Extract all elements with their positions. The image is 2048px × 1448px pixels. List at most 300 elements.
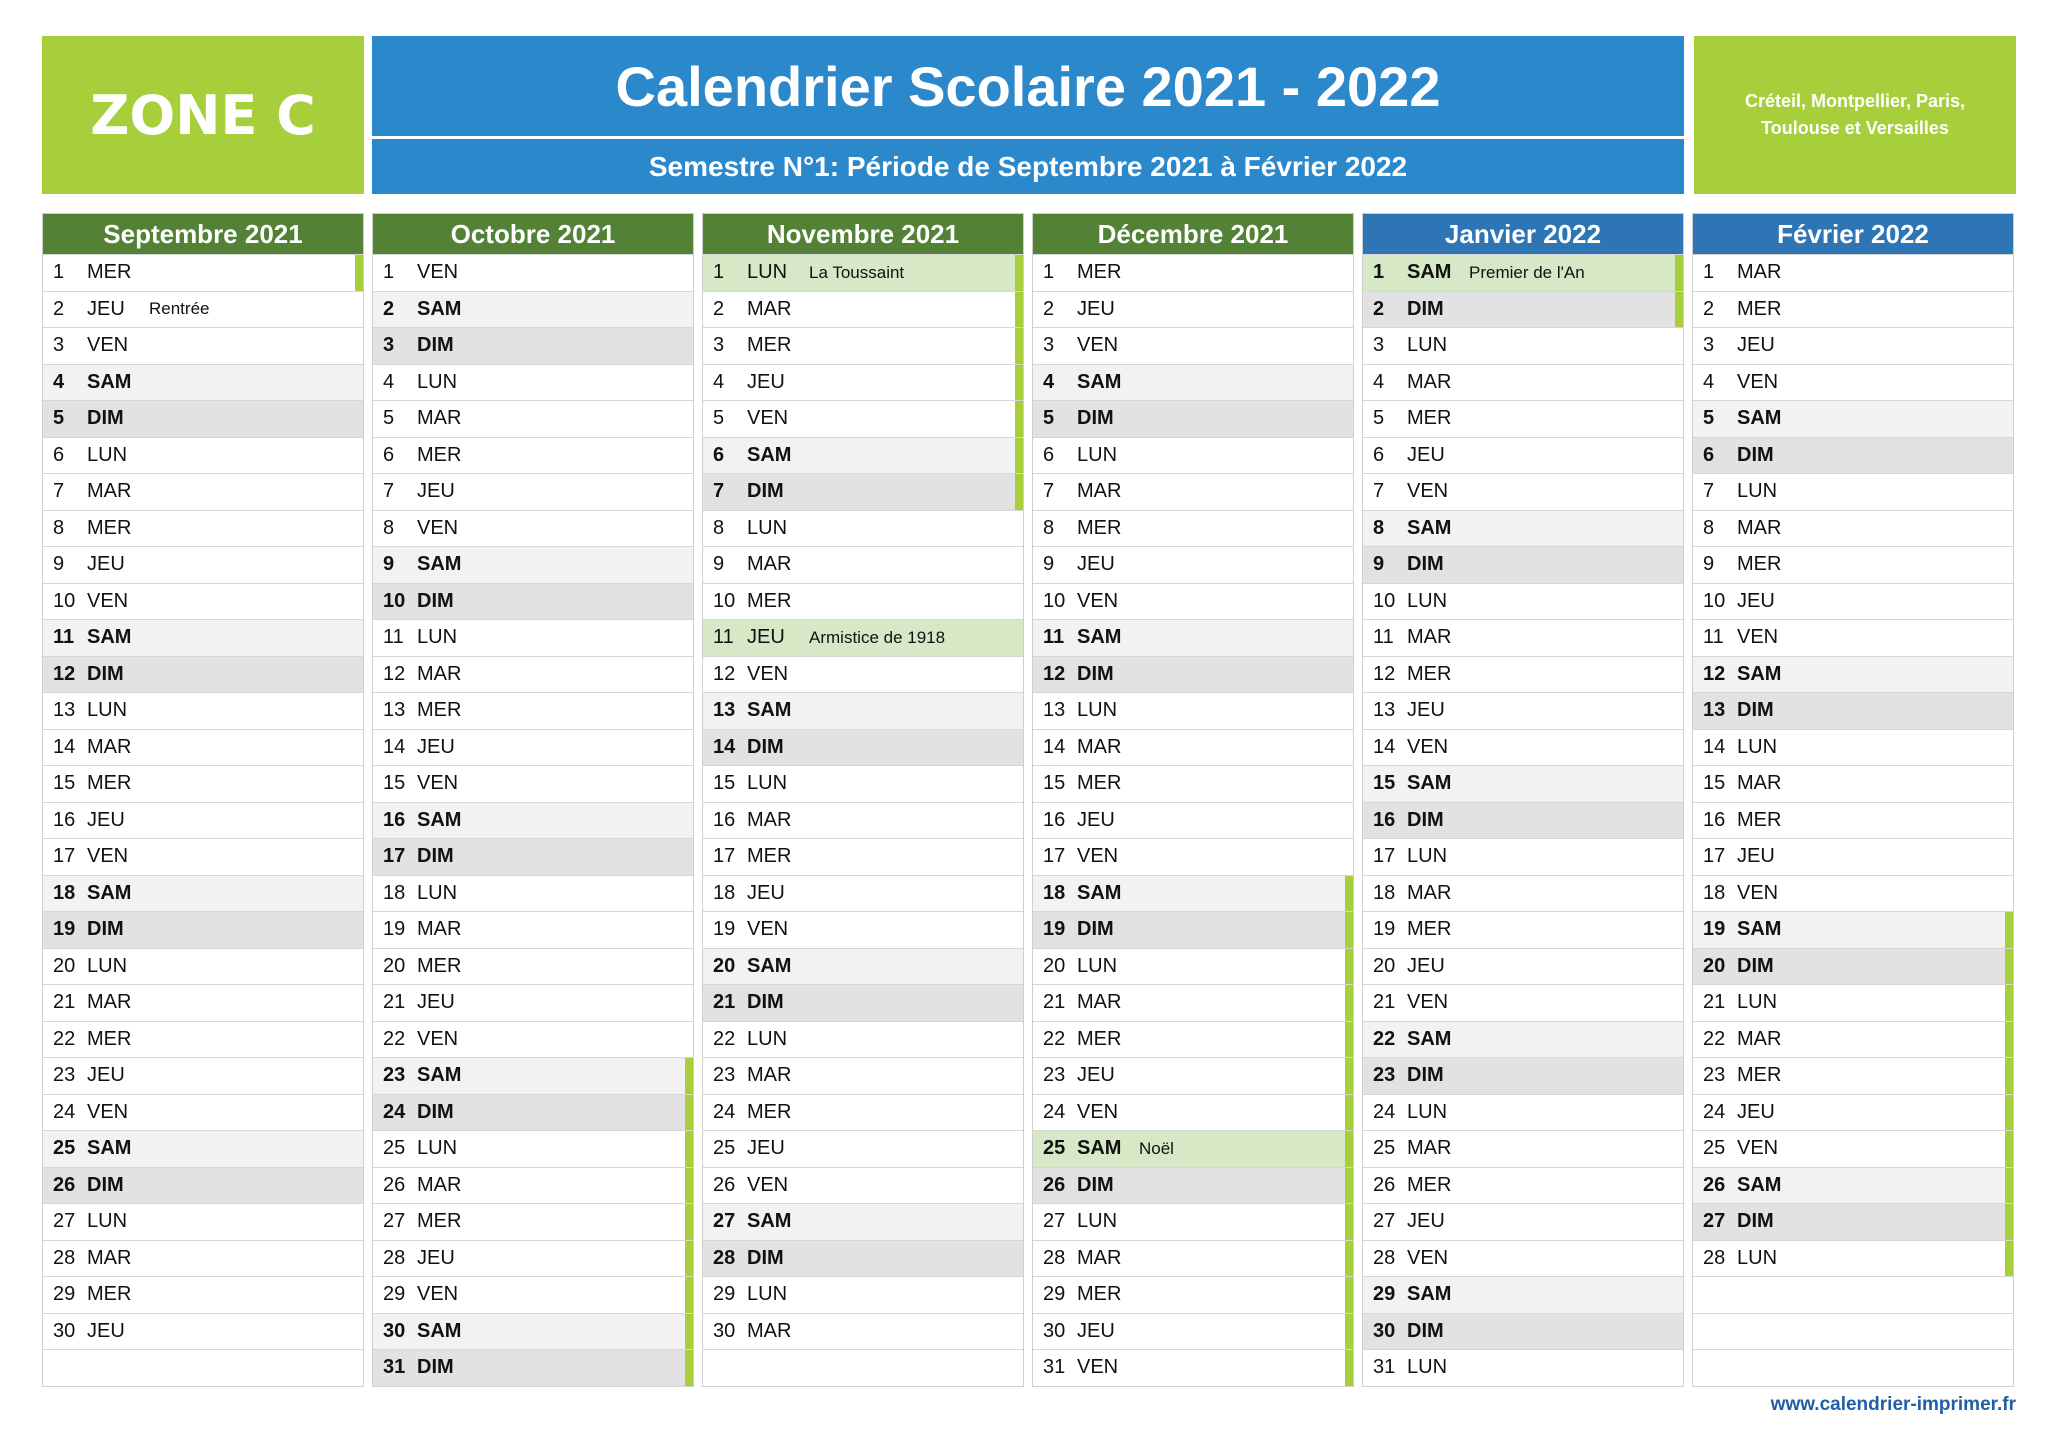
day-of-week: DIM — [417, 845, 454, 868]
day-of-week: VEN — [1077, 334, 1119, 357]
day-row — [43, 911, 363, 948]
day-of-week: VEN — [1077, 845, 1119, 868]
day-of-week: SAM — [87, 626, 132, 649]
day-of-week: LUN — [417, 626, 458, 649]
day-of-week: LUN — [87, 1210, 128, 1233]
day-row — [43, 583, 363, 620]
vacation-marker — [2005, 1204, 2013, 1240]
day-row — [1363, 984, 1683, 1021]
vacation-marker — [685, 1277, 693, 1313]
day-of-week: MAR — [1737, 1027, 1782, 1050]
day-row — [1363, 729, 1683, 766]
day-row — [373, 729, 693, 766]
day-row — [373, 291, 693, 328]
day-number: 14 — [1373, 735, 1396, 758]
day-of-week: SAM — [747, 443, 792, 466]
vacation-marker — [2005, 1241, 2013, 1277]
day-row — [373, 437, 693, 474]
day-number: 2 — [713, 297, 725, 320]
day-row — [703, 400, 1023, 437]
day-of-week: VEN — [417, 1027, 459, 1050]
day-of-week: MER — [1737, 1064, 1782, 1087]
day-number: 9 — [53, 553, 65, 576]
day-number: 14 — [1043, 735, 1066, 758]
day-of-week: MER — [747, 334, 792, 357]
day-number: 10 — [53, 589, 76, 612]
day-number: 22 — [1703, 1027, 1726, 1050]
day-number: 29 — [1373, 1283, 1396, 1306]
day-row — [1363, 1167, 1683, 1204]
day-number: 2 — [53, 297, 65, 320]
day-row — [1033, 656, 1353, 693]
day-row — [1363, 656, 1683, 693]
day-number: 3 — [1703, 334, 1715, 357]
day-row — [1033, 1057, 1353, 1094]
day-row — [1033, 327, 1353, 364]
day-number: 17 — [713, 845, 736, 868]
day-number: 2 — [383, 297, 395, 320]
day-number: 23 — [1373, 1064, 1396, 1087]
day-of-week: VEN — [1077, 1100, 1119, 1123]
day-number: 2 — [1373, 297, 1385, 320]
day-row — [1033, 729, 1353, 766]
day-number: 1 — [53, 261, 65, 284]
day-of-week: JEU — [747, 881, 785, 904]
day-of-week: JEU — [1737, 334, 1775, 357]
day-of-week: JEU — [747, 370, 785, 393]
day-number: 5 — [383, 407, 395, 430]
day-row — [43, 1276, 363, 1313]
day-of-week: JEU — [1077, 1064, 1115, 1087]
day-number: 12 — [1373, 662, 1396, 685]
day-row — [1033, 1313, 1353, 1350]
day-event: Rentrée — [149, 299, 210, 319]
day-of-week: MAR — [1407, 626, 1452, 649]
day-number: 19 — [1703, 918, 1726, 941]
day-of-week: MER — [1407, 662, 1452, 685]
day-number: 20 — [1703, 954, 1726, 977]
day-of-week: SAM — [417, 553, 462, 576]
day-row — [43, 400, 363, 437]
day-of-week: LUN — [87, 443, 128, 466]
day-row — [1693, 546, 2013, 583]
day-row — [1363, 1057, 1683, 1094]
day-number: 25 — [1043, 1137, 1066, 1160]
day-number: 29 — [53, 1283, 76, 1306]
day-number: 4 — [713, 370, 725, 393]
day-of-week: SAM — [87, 881, 132, 904]
day-of-week: MER — [87, 1027, 132, 1050]
vacation-marker — [1015, 401, 1023, 437]
day-of-week: SAM — [747, 1210, 792, 1233]
day-of-week: MER — [1077, 1027, 1122, 1050]
day-of-week: MAR — [87, 480, 132, 503]
day-row — [43, 619, 363, 656]
day-of-week: MAR — [1737, 772, 1782, 795]
day-of-week: SAM — [417, 297, 462, 320]
month-header: Octobre 2021 — [373, 214, 693, 254]
day-row — [43, 984, 363, 1021]
day-row — [1363, 1313, 1683, 1350]
day-of-week: JEU — [417, 480, 455, 503]
day-of-week: JEU — [1077, 1319, 1115, 1342]
page-title: Calendrier Scolaire 2021 - 2022 — [615, 54, 1441, 118]
day-of-week: JEU — [1077, 297, 1115, 320]
day-of-week: MER — [747, 1100, 792, 1123]
day-row — [1033, 254, 1353, 291]
day-number: 13 — [1043, 699, 1066, 722]
vacation-marker — [1345, 1314, 1353, 1350]
day-row — [1033, 875, 1353, 912]
day-number: 12 — [1703, 662, 1726, 685]
month-header: Janvier 2022 — [1363, 214, 1683, 254]
day-row — [43, 364, 363, 401]
day-row — [373, 656, 693, 693]
day-row — [373, 692, 693, 729]
day-number: 15 — [383, 772, 406, 795]
day-row — [43, 1240, 363, 1277]
day-number: 25 — [713, 1137, 736, 1160]
day-number: 13 — [383, 699, 406, 722]
day-of-week: VEN — [747, 918, 789, 941]
day-number: 28 — [1373, 1246, 1396, 1269]
day-row — [1033, 1240, 1353, 1277]
day-of-week: SAM — [1077, 1137, 1122, 1160]
day-of-week: LUN — [1077, 1210, 1118, 1233]
day-of-week: MER — [87, 1283, 132, 1306]
day-number: 4 — [383, 370, 395, 393]
day-event: Premier de l'An — [1469, 262, 1585, 282]
day-row — [43, 1313, 363, 1350]
day-row — [43, 473, 363, 510]
day-of-week: VEN — [417, 1283, 459, 1306]
vacation-marker — [1345, 912, 1353, 948]
day-number: 2 — [1703, 297, 1715, 320]
day-of-week: LUN — [1737, 1246, 1778, 1269]
day-row — [373, 1276, 693, 1313]
day-of-week: VEN — [417, 516, 459, 539]
day-of-week: LUN — [1407, 589, 1448, 612]
day-number: 4 — [1043, 370, 1055, 393]
day-row — [1363, 364, 1683, 401]
day-number: 16 — [713, 808, 736, 831]
day-of-week: MER — [1407, 918, 1452, 941]
vacation-marker — [1015, 474, 1023, 510]
month-header: Décembre 2021 — [1033, 214, 1353, 254]
day-of-week: SAM — [747, 699, 792, 722]
day-of-week: MAR — [87, 991, 132, 1014]
day-of-week: MAR — [417, 918, 462, 941]
day-of-week: DIM — [747, 1246, 784, 1269]
day-of-week: LUN — [1407, 334, 1448, 357]
day-of-week: LUN — [417, 370, 458, 393]
vacation-marker — [1675, 292, 1683, 328]
day-of-week: MAR — [1737, 516, 1782, 539]
day-number: 19 — [383, 918, 406, 941]
day-number: 7 — [1703, 480, 1715, 503]
day-number: 11 — [1703, 626, 1724, 649]
day-of-week: VEN — [87, 845, 129, 868]
day-row — [703, 437, 1023, 474]
day-of-week: MAR — [87, 1246, 132, 1269]
day-of-week: MER — [417, 954, 462, 977]
day-of-week: MER — [87, 772, 132, 795]
day-row — [1363, 437, 1683, 474]
day-of-week: LUN — [747, 516, 788, 539]
day-of-week: DIM — [87, 407, 124, 430]
day-of-week: MER — [1407, 407, 1452, 430]
day-row — [1363, 546, 1683, 583]
day-number: 5 — [713, 407, 725, 430]
day-row — [373, 510, 693, 547]
day-of-week: MAR — [747, 1064, 792, 1087]
month-header: Février 2022 — [1693, 214, 2013, 254]
day-number: 17 — [53, 845, 76, 868]
vacation-marker — [2005, 1095, 2013, 1131]
day-of-week: MER — [1407, 1173, 1452, 1196]
day-row — [1693, 875, 2013, 912]
cities-line-1: Créteil, Montpellier, Paris, — [1744, 91, 1966, 111]
day-number: 15 — [1373, 772, 1396, 795]
day-row — [703, 1276, 1023, 1313]
day-row — [373, 1313, 693, 1350]
vacation-marker — [1345, 1241, 1353, 1277]
day-of-week: DIM — [87, 918, 124, 941]
day-number: 10 — [383, 589, 406, 612]
day-number: 27 — [1703, 1210, 1726, 1233]
day-number: 13 — [1703, 699, 1726, 722]
day-of-week: JEU — [87, 1319, 125, 1342]
day-number: 9 — [1373, 553, 1385, 576]
day-number: 24 — [713, 1100, 736, 1123]
vacation-marker — [1345, 1350, 1353, 1386]
day-row — [373, 911, 693, 948]
day-row — [703, 1203, 1023, 1240]
day-row — [703, 254, 1023, 291]
day-number: 26 — [383, 1173, 406, 1196]
day-of-week: MER — [1077, 1283, 1122, 1306]
day-of-week: JEU — [417, 735, 455, 758]
day-of-week: LUN — [747, 261, 788, 284]
day-of-week: SAM — [417, 808, 462, 831]
day-row — [1693, 838, 2013, 875]
day-row — [1363, 619, 1683, 656]
day-of-week: MAR — [747, 1319, 792, 1342]
day-of-week: DIM — [1737, 443, 1774, 466]
day-of-week: LUN — [417, 1137, 458, 1160]
day-row — [43, 692, 363, 729]
day-row — [1693, 254, 2013, 291]
day-of-week: VEN — [1407, 1246, 1449, 1269]
day-row — [1033, 1276, 1353, 1313]
day-of-week: MER — [87, 516, 132, 539]
day-of-week: VEN — [1077, 1356, 1119, 1379]
day-number: 18 — [383, 881, 406, 904]
day-number: 11 — [383, 626, 404, 649]
day-of-week: SAM — [1737, 918, 1782, 941]
day-number: 1 — [1703, 261, 1715, 284]
day-row — [1033, 1021, 1353, 1058]
day-of-week: JEU — [1407, 954, 1445, 977]
day-number: 8 — [383, 516, 395, 539]
day-number: 14 — [1703, 735, 1726, 758]
day-row — [703, 765, 1023, 802]
day-number: 31 — [1043, 1356, 1066, 1379]
day-row — [1693, 473, 2013, 510]
day-row — [373, 327, 693, 364]
day-number: 9 — [1703, 553, 1715, 576]
day-number: 23 — [713, 1064, 736, 1087]
vacation-marker — [1345, 1168, 1353, 1204]
day-of-week: DIM — [747, 991, 784, 1014]
day-number: 22 — [53, 1027, 76, 1050]
empty-day-row — [1693, 1349, 2013, 1386]
day-number: 9 — [1043, 553, 1055, 576]
day-of-week: MAR — [747, 553, 792, 576]
day-row — [703, 1313, 1023, 1350]
day-row — [1693, 291, 2013, 328]
day-row — [43, 838, 363, 875]
day-of-week: LUN — [1077, 699, 1118, 722]
day-row — [1363, 510, 1683, 547]
day-of-week: VEN — [747, 1173, 789, 1196]
day-of-week: SAM — [1077, 881, 1122, 904]
day-of-week: MAR — [417, 662, 462, 685]
day-row — [1693, 692, 2013, 729]
day-of-week: JEU — [1407, 699, 1445, 722]
day-number: 25 — [53, 1137, 76, 1160]
day-number: 19 — [713, 918, 736, 941]
day-of-week: DIM — [1077, 662, 1114, 685]
day-row — [1033, 802, 1353, 839]
day-number: 24 — [1373, 1100, 1396, 1123]
day-row — [1363, 911, 1683, 948]
day-row — [373, 802, 693, 839]
day-number: 12 — [713, 662, 736, 685]
empty-day-row — [1693, 1276, 2013, 1313]
day-of-week: MER — [1077, 261, 1122, 284]
day-row — [43, 875, 363, 912]
day-row — [373, 400, 693, 437]
day-of-week: LUN — [1077, 954, 1118, 977]
day-number: 8 — [53, 516, 65, 539]
day-number: 6 — [53, 443, 65, 466]
day-row — [43, 1167, 363, 1204]
day-of-week: DIM — [1407, 553, 1444, 576]
day-number: 19 — [1373, 918, 1396, 941]
day-number: 26 — [1703, 1173, 1726, 1196]
day-row — [703, 911, 1023, 948]
day-number: 20 — [53, 954, 76, 977]
empty-day-row — [1693, 1313, 2013, 1350]
vacation-marker — [1675, 255, 1683, 291]
day-row — [1693, 400, 2013, 437]
day-row — [373, 1057, 693, 1094]
vacation-marker — [1015, 292, 1023, 328]
month-column — [372, 213, 694, 1387]
day-row — [703, 583, 1023, 620]
day-number: 21 — [383, 991, 406, 1014]
day-number: 2 — [1043, 297, 1055, 320]
day-number: 26 — [1043, 1173, 1066, 1196]
day-of-week: MAR — [747, 808, 792, 831]
day-row — [1693, 1057, 2013, 1094]
day-of-week: VEN — [747, 407, 789, 430]
day-number: 16 — [1373, 808, 1396, 831]
day-row — [1693, 1021, 2013, 1058]
day-of-week: JEU — [1077, 808, 1115, 831]
day-number: 27 — [713, 1210, 736, 1233]
day-row — [1363, 400, 1683, 437]
day-row — [703, 1240, 1023, 1277]
day-row — [703, 473, 1023, 510]
day-of-week: MAR — [1407, 881, 1452, 904]
vacation-marker — [1345, 876, 1353, 912]
day-row — [1363, 1130, 1683, 1167]
day-row — [43, 546, 363, 583]
day-number: 14 — [713, 735, 736, 758]
day-of-week: DIM — [87, 1173, 124, 1196]
day-of-week: MER — [417, 443, 462, 466]
day-row — [703, 1021, 1023, 1058]
day-number: 6 — [383, 443, 395, 466]
day-row — [43, 1203, 363, 1240]
day-row — [43, 656, 363, 693]
day-row — [1033, 510, 1353, 547]
day-of-week: MER — [87, 261, 132, 284]
day-row — [1693, 729, 2013, 766]
day-row — [1033, 400, 1353, 437]
day-of-week: VEN — [747, 662, 789, 685]
day-number: 7 — [1373, 480, 1385, 503]
day-number: 12 — [1043, 662, 1066, 685]
day-of-week: DIM — [417, 1356, 454, 1379]
day-of-week: DIM — [1077, 1173, 1114, 1196]
day-number: 8 — [1703, 516, 1715, 539]
day-number: 18 — [1373, 881, 1396, 904]
page-subtitle: Semestre N°1: Période de Septembre 2021 à Février 2022 — [648, 150, 1408, 182]
day-number: 3 — [1043, 334, 1055, 357]
day-number: 30 — [383, 1319, 406, 1342]
day-of-week: LUN — [747, 1283, 788, 1306]
day-number: 22 — [383, 1027, 406, 1050]
day-row — [1693, 327, 2013, 364]
day-of-week: JEU — [417, 1246, 455, 1269]
day-row — [1693, 364, 2013, 401]
day-number: 21 — [1703, 991, 1726, 1014]
vacation-marker — [685, 1168, 693, 1204]
day-number: 23 — [1043, 1064, 1066, 1087]
day-number: 28 — [1043, 1246, 1066, 1269]
day-of-week: MAR — [1737, 261, 1782, 284]
day-of-week: VEN — [1737, 626, 1779, 649]
day-number: 28 — [1703, 1246, 1726, 1269]
day-of-week: DIM — [417, 1100, 454, 1123]
day-number: 1 — [383, 261, 395, 284]
day-number: 16 — [383, 808, 406, 831]
vacation-marker — [1345, 1204, 1353, 1240]
day-number: 25 — [383, 1137, 406, 1160]
day-row — [373, 1094, 693, 1131]
day-row — [1363, 291, 1683, 328]
day-row — [1693, 948, 2013, 985]
day-row — [373, 948, 693, 985]
day-row — [1693, 984, 2013, 1021]
day-of-week: MER — [1077, 516, 1122, 539]
website-link[interactable]: www.calendrier-imprimer.fr — [1770, 1394, 2016, 1415]
day-event: Armistice de 1918 — [809, 627, 946, 647]
day-number: 27 — [1373, 1210, 1396, 1233]
